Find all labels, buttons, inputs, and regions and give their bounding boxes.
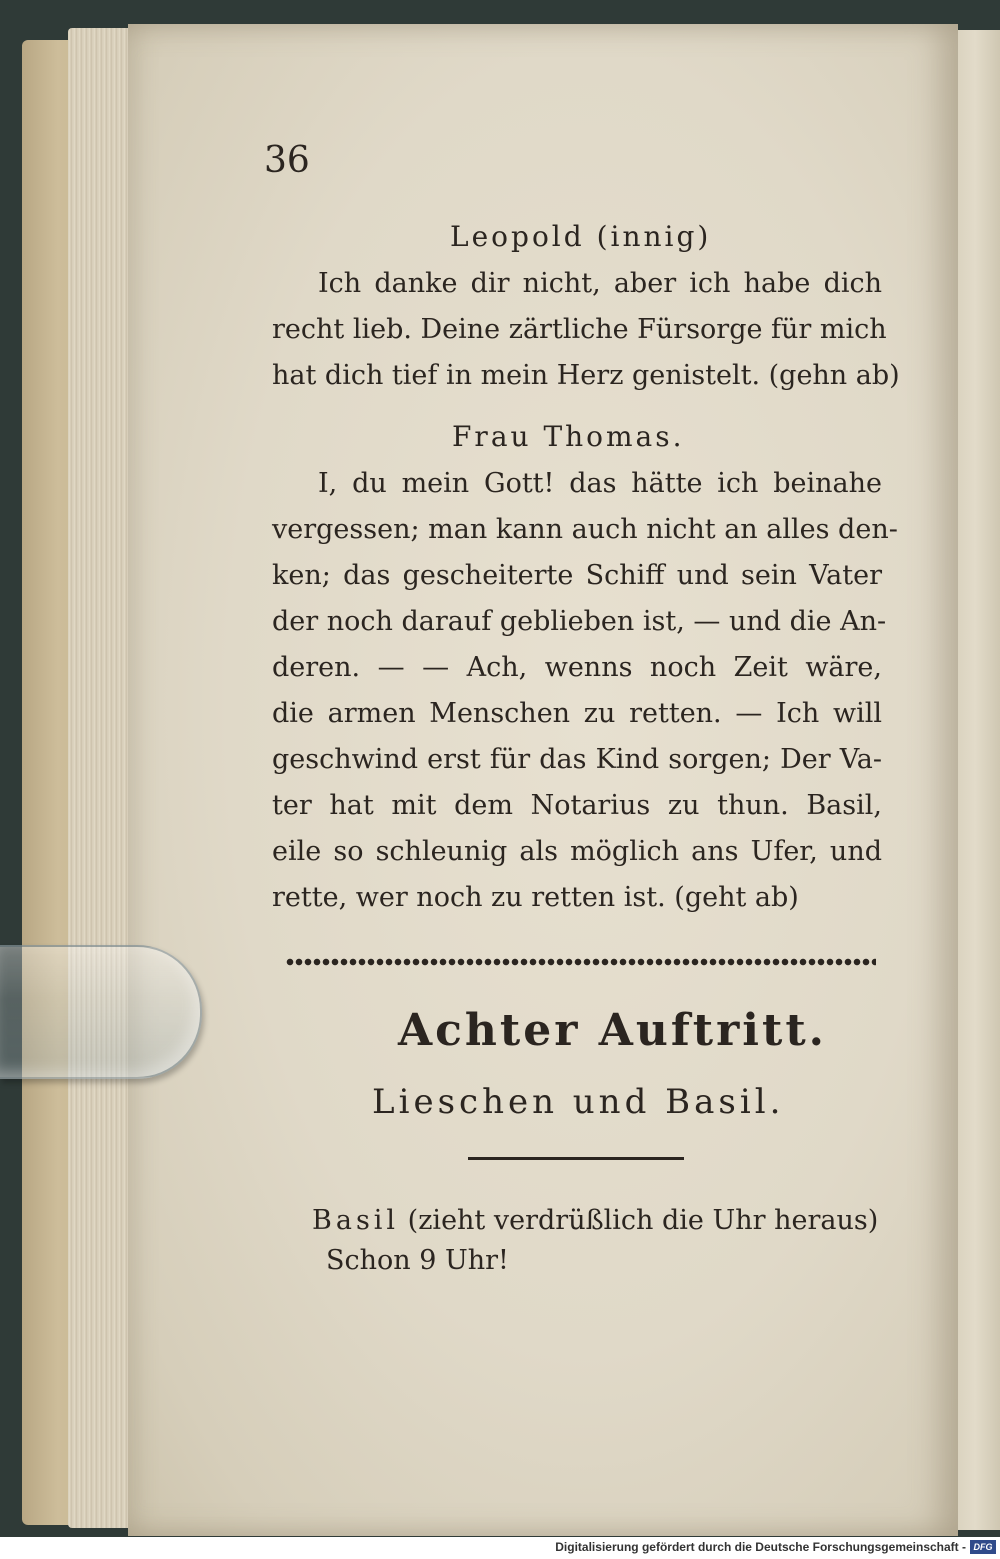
funding-credit: Digitalisierung gefördert durch die Deutsche Forschungsgemeinschaft - (555, 1540, 966, 1554)
text-line: hat dich tief in mein Herz genistelt. (gehn ab) (272, 360, 900, 391)
text-line: Ich danke dir nicht, aber ich habe dich (318, 268, 882, 299)
text-line: der noch darauf geblieben ist, — und die An- (272, 606, 887, 637)
text-line: deren. — — Ach, wenns noch Zeit wäre, (272, 652, 882, 683)
speaker-heading: Frau Thomas. (452, 420, 685, 453)
dfg-logo: DFG (970, 1540, 996, 1554)
text-line: ter hat mit dem Notarius zu thun. Basil, (272, 790, 882, 821)
text-line: die armen Menschen zu retten. — Ich will (272, 698, 882, 729)
scene-heading: Achter Auftritt. (398, 1005, 827, 1056)
speaker-name: Basil (312, 1205, 400, 1236)
text-line: recht lieb. Deine zärtliche Fürsorge für mich (272, 314, 887, 345)
scene-characters: Lieschen und Basil. (372, 1082, 785, 1122)
speech-text: Schon 9 Uhr! (326, 1245, 509, 1276)
ornamental-divider (286, 957, 876, 967)
text-line: rette, wer noch zu retten ist. (geht ab) (272, 882, 799, 913)
page-number: 36 (264, 140, 310, 181)
speaker-heading: Leopold (innig) (450, 220, 712, 253)
glass-page-weight (0, 945, 202, 1079)
text-line: ken; das gescheiterte Schiff und sein Vater (272, 560, 882, 591)
speaker-line (312, 1205, 878, 1236)
horizontal-rule (468, 1157, 684, 1160)
text-line: geschwind erst für das Kind sorgen; Der Va- (272, 744, 882, 775)
text-line: eile so schleunig als möglich ans Ufer, und (272, 836, 882, 867)
text-line: vergessen; man kann auch nicht an alles den- (272, 514, 898, 545)
text-line: I, du mein Gott! das hätte ich beinahe (318, 468, 882, 499)
stage-direction: (zieht verdrüßlich die Uhr heraus) (407, 1205, 879, 1236)
